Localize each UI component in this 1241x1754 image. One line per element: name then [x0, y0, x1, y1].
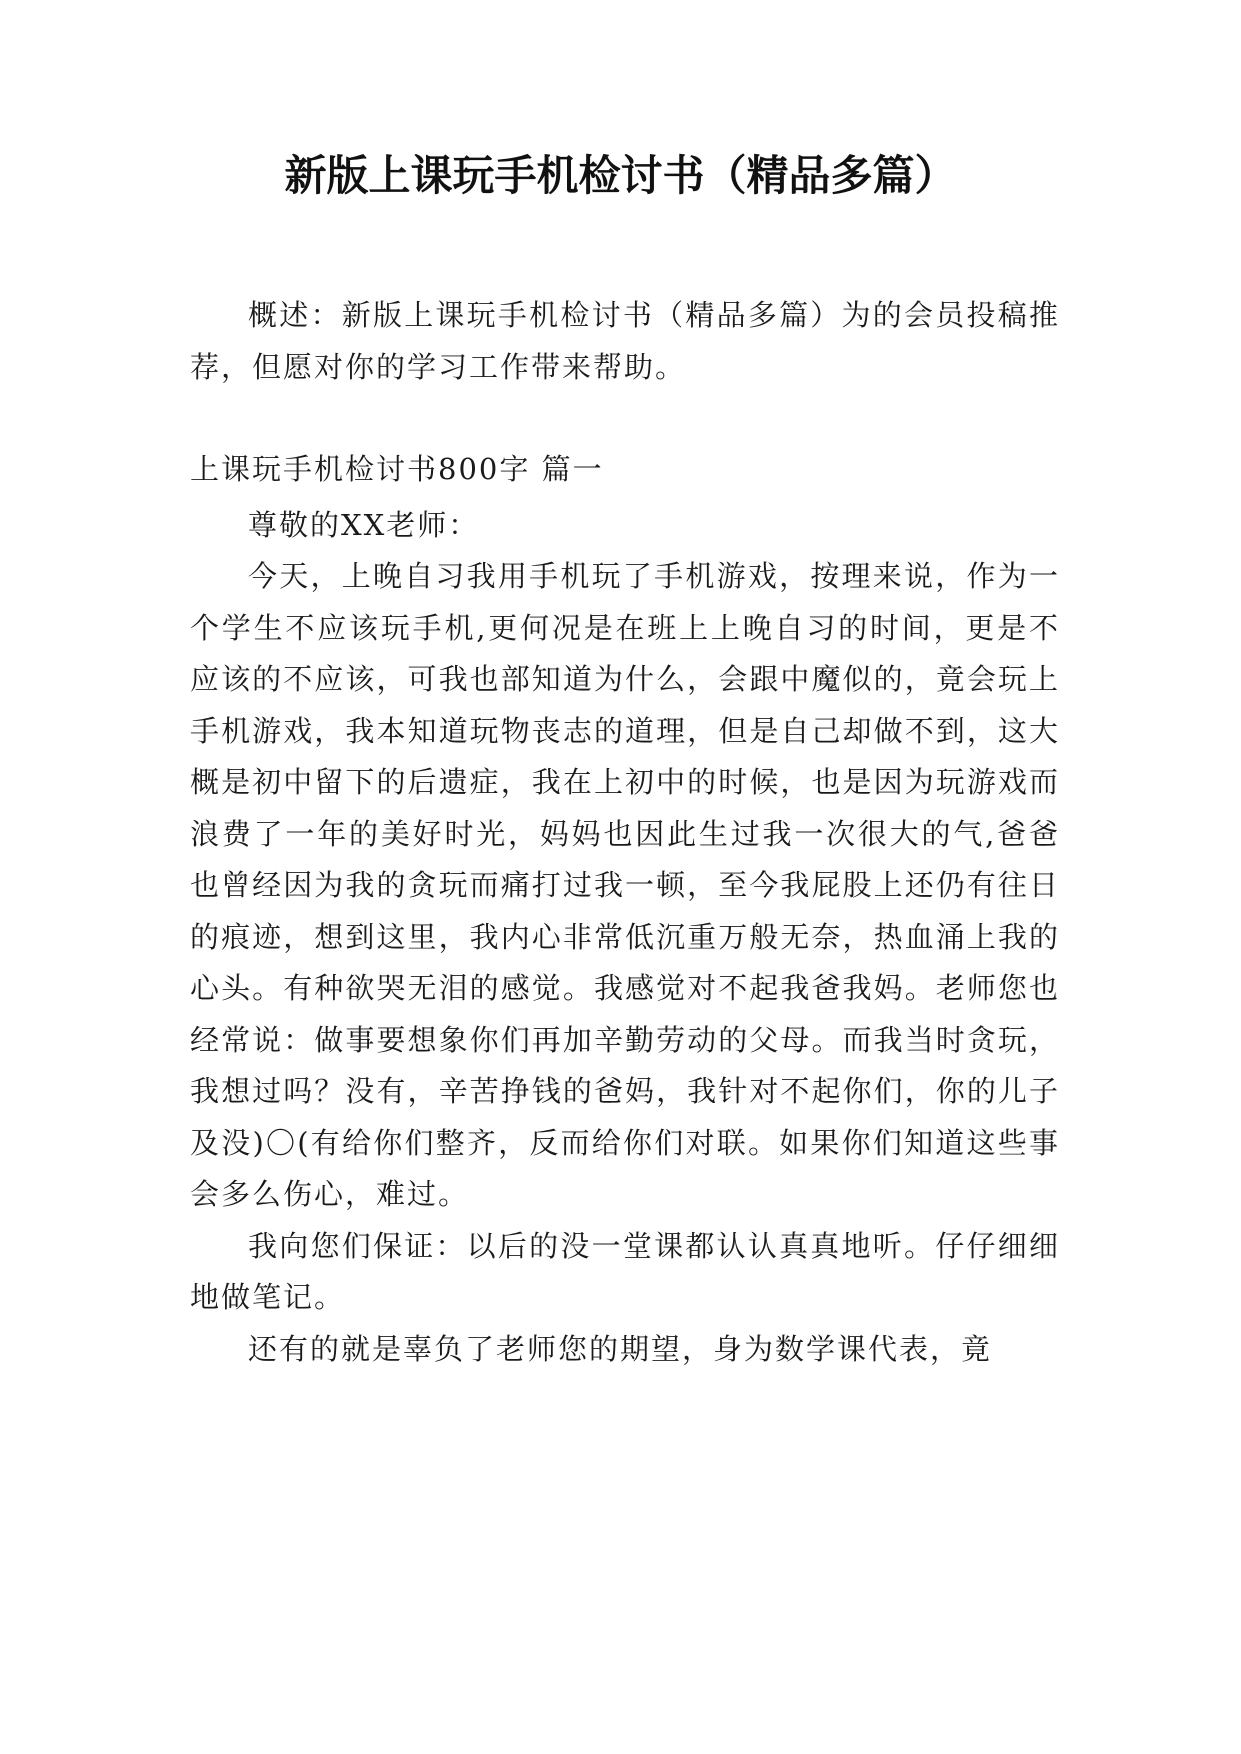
document-body — [190, 290, 1060, 1375]
body-paragraph-3: 还有的就是辜负了老师您的期望，身为数学课代表，竟 — [248, 1331, 993, 1366]
salutation: 尊敬的XX老师： — [248, 507, 480, 542]
body-paragraph-1: 今天，上晚自习我用手机玩了手机游戏，按理来说，作为一个学生不应该玩手机,更何况是在班上上晚自习的时间，更是不应该的不应该，可我也部知道为什么，会跟中魔似的，竟会玩上手机游戏，我本知道玩物丧志的道理，但是自己却做不到，这大概是初中留下的后遗症，我在上初中的时候，也是因为玩游戏而浪费了一年的美好时光，妈妈也因此生过我一次很大的气,爸爸也曾经因为我的贪玩而痛打过我一顿，至今我屁股上还仍有往日的痕迹，想到这里，我内心非常低沉重万般无奈，热血涌上我的心头。有种欲哭无泪的感觉。我感觉对不起我爸我妈。老师您也经常说：做事要想象你们再加辛勤劳动的父母。而我当时贪玩，我想过吗？没有，辛苦挣钱的爸妈，我针对不起你们，你的儿子及没)〇(有给你们整齐，反而给你们对联。如果你们知道这些事会多么伤心，难过。 — [190, 559, 1060, 1211]
section-heading: 上课玩手机检讨书800字 篇一 — [190, 452, 604, 486]
document-title: 新版上课玩手机检讨书（精品多篇） — [284, 151, 957, 200]
body-paragraph-2: 我向您们保证：以后的没一堂课都认认真真地听。仔仔细细地做笔记。 — [190, 1228, 1060, 1314]
summary-paragraph: 概述：新版上课玩手机检讨书（精品多篇）为的会员投稿推荐，但愿对你的学习工作带来帮助。 — [190, 298, 1060, 384]
